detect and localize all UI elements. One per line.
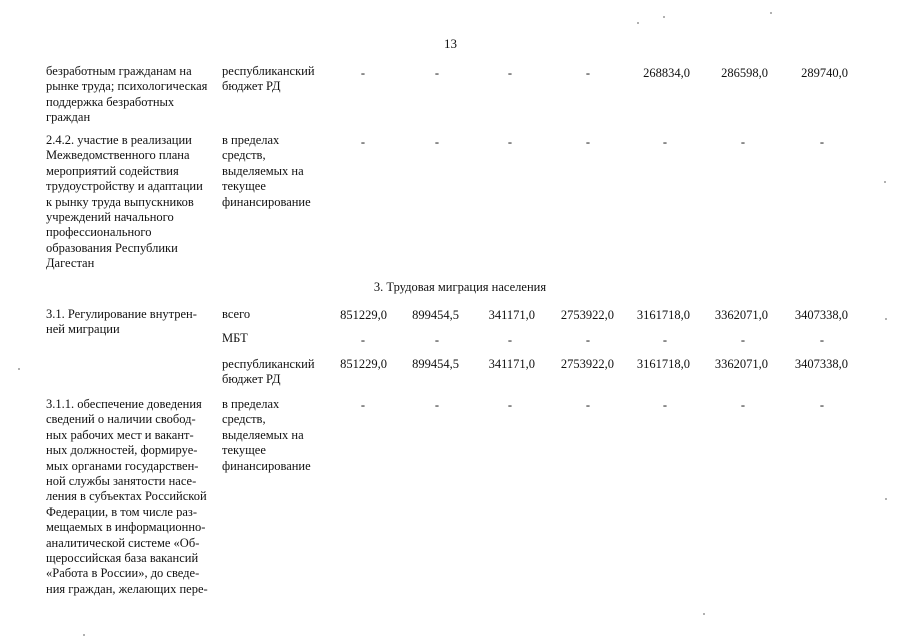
scan-speck [885, 498, 887, 500]
row-funding-source: в пределах средств, выделяемых на текущее финансирование [222, 133, 311, 209]
scan-speck [885, 318, 887, 320]
table-cell: 3161718,0 [636, 357, 690, 371]
table-cell: - [662, 333, 668, 347]
row-funding-source: в пределах средств, выделяемых на текущее финансирование [222, 397, 311, 473]
table-cell: 2753922,0 [560, 308, 614, 322]
row-funding-source: республиканский бюджет РД [222, 64, 315, 94]
scan-speck [637, 22, 639, 24]
table-cell: 286598,0 [721, 66, 768, 80]
scan-speck [663, 16, 665, 18]
table-cell: 899454,5 [412, 357, 459, 371]
table-cell: 289740,0 [801, 66, 848, 80]
table-cell: - [507, 398, 513, 412]
table-cell: - [740, 135, 746, 149]
table-cell: - [585, 66, 591, 80]
table-cell: - [662, 135, 668, 149]
table-cell: - [507, 333, 513, 347]
scan-speck [83, 634, 85, 636]
table-cell: - [585, 398, 591, 412]
table-cell: - [662, 398, 668, 412]
table-cell: 3407338,0 [794, 308, 848, 322]
section-heading: 3. Трудовая миграция населения [373, 280, 547, 294]
table-cell: - [434, 135, 440, 149]
table-cell: - [507, 66, 513, 80]
table-cell: - [434, 398, 440, 412]
table-cell: 341171,0 [488, 308, 535, 322]
page-number: 13 [444, 36, 457, 51]
row-funding-source: МБТ [222, 331, 248, 345]
table-cell: - [585, 333, 591, 347]
table-cell: 851229,0 [340, 357, 387, 371]
table-cell: - [740, 333, 746, 347]
table-cell: - [740, 398, 746, 412]
table-cell: 3161718,0 [636, 308, 690, 322]
scan-speck [703, 613, 705, 615]
scan-speck [884, 181, 886, 183]
row-funding-source: республиканский бюджет РД [222, 357, 315, 387]
table-cell: - [819, 333, 825, 347]
row-description: 2.4.2. участие в реализации Межведомственного плана мероприятий содействия трудоустройству и адаптации к рынку труда выпускников учреждений начального профессионального образования Республики Дагестан [46, 133, 203, 271]
table-cell: - [819, 135, 825, 149]
table-cell: - [434, 333, 440, 347]
table-cell: - [434, 66, 440, 80]
table-cell: - [360, 135, 366, 149]
row-description: безработным гражданам на рынке труда; психологическая поддержка безработных граждан [46, 64, 208, 125]
table-cell: 2753922,0 [560, 357, 614, 371]
table-cell: - [507, 135, 513, 149]
table-cell: 3407338,0 [794, 357, 848, 371]
scan-speck [770, 12, 772, 14]
table-cell: - [585, 135, 591, 149]
table-cell: 3362071,0 [714, 357, 768, 371]
row-funding-source: всего [222, 307, 251, 321]
table-cell: - [819, 398, 825, 412]
table-cell: 851229,0 [340, 308, 387, 322]
scan-speck [18, 368, 20, 370]
table-cell: 268834,0 [643, 66, 690, 80]
table-cell: 3362071,0 [714, 308, 768, 322]
row-description: 3.1.1. обеспечение доведения сведений о наличии свобод- ных рабочих мест и вакант- ных должностей, формируе- мых органами государствен- ной службы занятости насе- ления в субъектах Российской Федерации, в том числе раз- мещаемых в информационно- аналитической системе «Об- щероссийская база вакансий «Работа в России», до сведе- ния граждан, желающих пере- [46, 397, 208, 596]
table-cell: 899454,5 [412, 308, 459, 322]
table-cell: - [360, 333, 366, 347]
table-cell: - [360, 398, 366, 412]
table-cell: - [360, 66, 366, 80]
row-description: 3.1. Регулирование внутрен- ней миграции [46, 307, 197, 337]
table-cell: 341171,0 [488, 357, 535, 371]
